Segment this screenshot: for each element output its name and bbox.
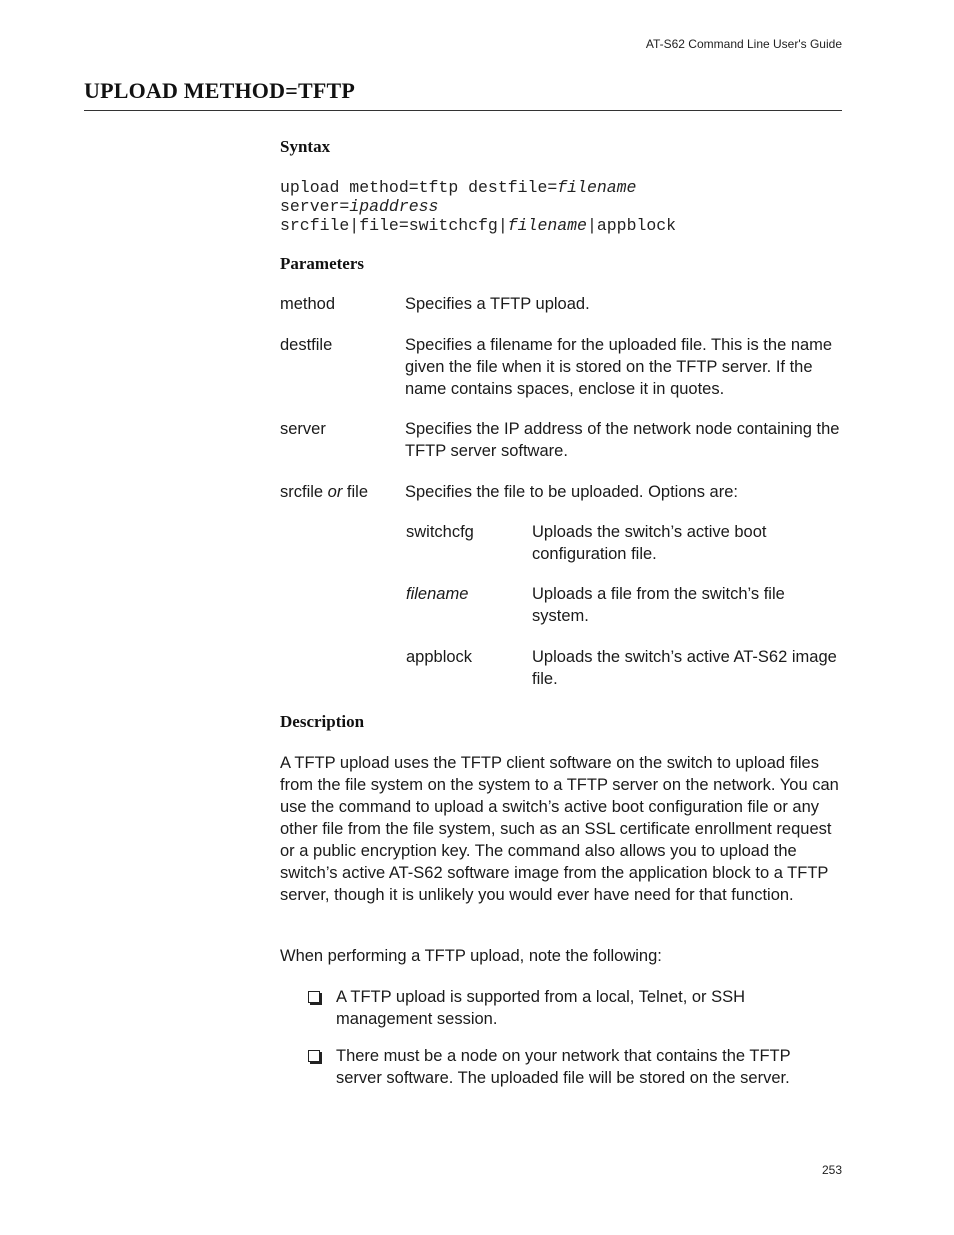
syntax-heading: Syntax xyxy=(280,137,331,156)
param-name-destfile: destfile xyxy=(280,336,333,354)
param-desc-srcfile: Specifies the file to be uploaded. Options are: xyxy=(405,483,738,501)
option-name-appblock: appblock xyxy=(406,648,473,666)
option-name-switchcfg: switchcfg xyxy=(406,523,474,541)
page-number: 253 xyxy=(821,1163,842,1177)
page-title: UPLOAD METHOD=TFTP xyxy=(84,78,355,103)
param-name-server: server xyxy=(280,420,326,438)
description-paragraph-2: When performing a TFTP upload, note the following: xyxy=(280,947,662,965)
description-heading: Description xyxy=(280,712,365,731)
param-desc-server: Specifies the IP address of the network node containing the TFTP server software. xyxy=(405,420,840,460)
option-desc-appblock: Uploads the switch’s active AT-S62 image file. xyxy=(532,648,837,688)
syntax-line-1: upload method=tftp destfile=filename xyxy=(280,178,637,197)
parameters-heading: Parameters xyxy=(280,254,365,273)
param-name-method: method xyxy=(280,295,336,313)
title-rule xyxy=(84,110,842,111)
option-desc-filename: Uploads a file from the switch’s file system. xyxy=(532,585,785,625)
description-paragraph-1: A TFTP upload uses the TFTP client software on the switch to upload files from the file system on the system to a TFTP server on the network. You can use the command to upload a switch’s active boot configuration file or any other file from the file system, such as an SSL certificate enrollment request or a public encryption key. The command also allows you to upload the switch’s active AT-S62 software image from the application block to a TFTP server, though it is unlikely you would ever have need for that function. xyxy=(280,754,839,904)
syntax-line-3: srcfile|file=switchcfg|filename|appblock xyxy=(280,216,677,235)
checkbox-bullet-icon xyxy=(308,991,320,1003)
option-name-filename: filename xyxy=(406,585,469,603)
param-desc-destfile: Specifies a filename for the uploaded file. This is the name given the file when it is stored on the TFTP server. If the name contains spaces, enclose it in quotes. xyxy=(405,336,833,398)
param-name-srcfile: srcfile or file xyxy=(280,483,369,501)
bullet-item: There must be a node on your network that contains the TFTP server software. The uploaded file will be stored on the server. xyxy=(336,1047,791,1087)
syntax-line-2: server=ipaddress xyxy=(280,197,439,216)
running-header: AT-S62 Command Line User's Guide xyxy=(645,37,842,51)
syntax-block xyxy=(280,178,676,235)
checkbox-bullet-icon xyxy=(308,1050,320,1062)
bullet-item: A TFTP upload is supported from a local, Telnet, or SSH management session. xyxy=(336,988,746,1028)
param-desc-method: Specifies a TFTP upload. xyxy=(405,295,590,313)
option-desc-switchcfg: Uploads the switch’s active boot configuration file. xyxy=(532,523,767,563)
